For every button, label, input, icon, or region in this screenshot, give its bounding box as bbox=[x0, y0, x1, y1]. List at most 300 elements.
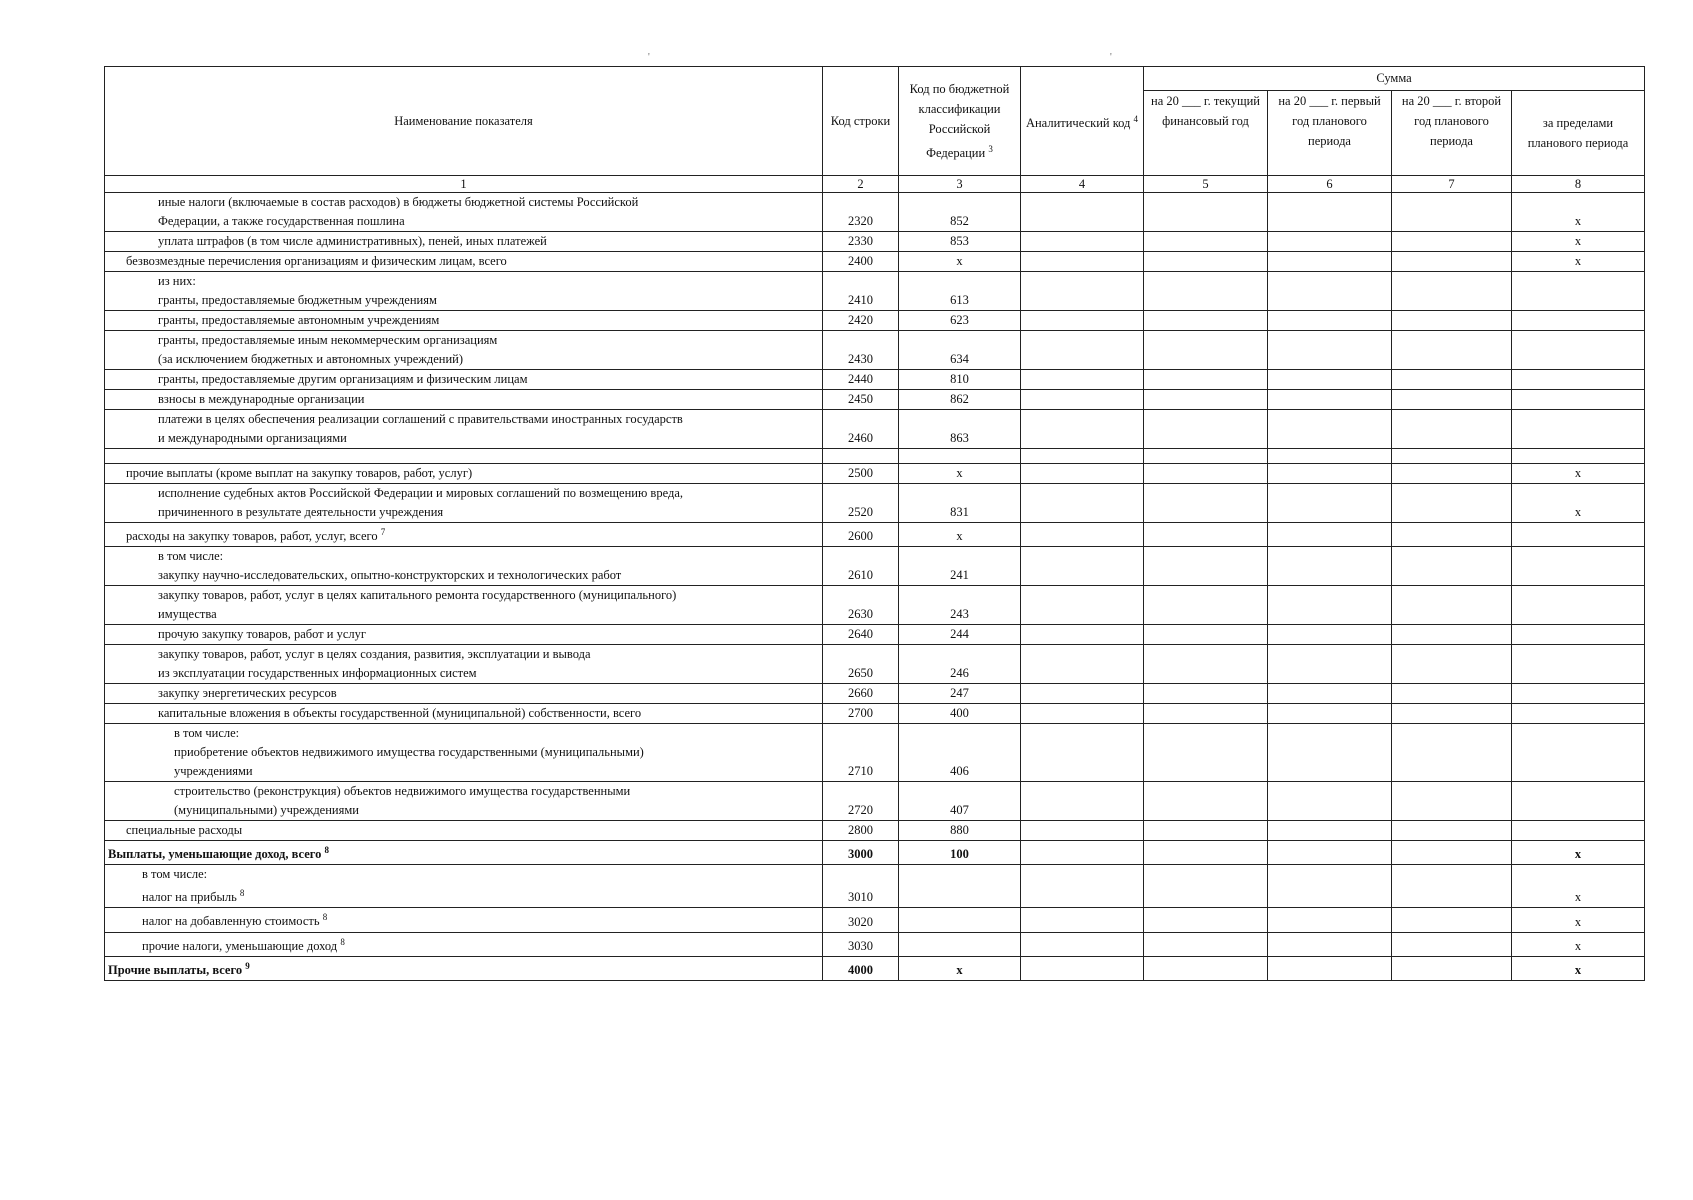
col-num-3: 3 bbox=[899, 176, 1021, 193]
table-row bbox=[105, 410, 1645, 449]
row-sum-second-plan-year bbox=[1392, 586, 1512, 625]
row-sum-second-plan-year bbox=[1392, 311, 1512, 331]
row-sum-beyond-plan bbox=[1512, 390, 1645, 410]
row-name bbox=[105, 449, 823, 464]
header-sum: Сумма bbox=[1144, 67, 1645, 91]
table-row bbox=[105, 232, 1645, 252]
row-analytic-code bbox=[1021, 331, 1144, 370]
row-sum-second-plan-year bbox=[1392, 331, 1512, 370]
row-code: 2610 bbox=[823, 547, 899, 586]
row-analytic-code bbox=[1021, 484, 1144, 523]
row-code: 2330 bbox=[823, 232, 899, 252]
row-analytic-code bbox=[1021, 232, 1144, 252]
row-code: 2430 bbox=[823, 331, 899, 370]
row-name-text: расходы на закупку товаров, работ, услуг, всего bbox=[126, 529, 378, 544]
row-code bbox=[823, 449, 899, 464]
row-sum-first-plan-year bbox=[1268, 390, 1392, 410]
table-row bbox=[105, 586, 1645, 625]
row-code: 2520 bbox=[823, 484, 899, 523]
row-name bbox=[105, 932, 823, 956]
row-sum-current-year bbox=[1144, 331, 1268, 370]
row-sum-beyond-plan: x bbox=[1512, 484, 1645, 523]
row-code: 2320 bbox=[823, 193, 899, 232]
row-sum-first-plan-year bbox=[1268, 523, 1392, 547]
row-name bbox=[105, 390, 823, 410]
row-sum-current-year bbox=[1144, 232, 1268, 252]
row-analytic-code bbox=[1021, 625, 1144, 645]
row-sum-current-year bbox=[1144, 311, 1268, 331]
row-kbk: 613 bbox=[899, 272, 1021, 311]
row-sum-current-year bbox=[1144, 410, 1268, 449]
table-row bbox=[105, 449, 1645, 464]
row-sum-first-plan-year bbox=[1268, 484, 1392, 523]
row-sum-beyond-plan bbox=[1512, 684, 1645, 704]
row-name bbox=[105, 547, 823, 586]
row-sum-current-year bbox=[1144, 956, 1268, 980]
row-sum-second-plan-year bbox=[1392, 865, 1512, 908]
row-sum-current-year bbox=[1144, 865, 1268, 908]
row-code: 2660 bbox=[823, 684, 899, 704]
table-row bbox=[105, 645, 1645, 684]
row-code: 2700 bbox=[823, 704, 899, 724]
payments-table bbox=[104, 66, 1645, 981]
row-sum-beyond-plan bbox=[1512, 311, 1645, 331]
row-analytic-code bbox=[1021, 523, 1144, 547]
row-kbk: 880 bbox=[899, 821, 1021, 841]
row-sum-beyond-plan: x bbox=[1512, 932, 1645, 956]
row-name bbox=[105, 625, 823, 645]
col-num-1: 1 bbox=[105, 176, 823, 193]
row-analytic-code bbox=[1021, 272, 1144, 311]
row-analytic-code bbox=[1021, 547, 1144, 586]
row-name-text: гранты, предоставляемые иным некоммерческим организациям (за исключением бюджетных и автономных учреждений) bbox=[158, 333, 498, 366]
row-code: 4000 bbox=[823, 956, 899, 980]
row-sum-beyond-plan: x bbox=[1512, 956, 1645, 980]
row-analytic-code bbox=[1021, 645, 1144, 684]
row-name-text: налог на добавленную стоимость bbox=[142, 914, 320, 929]
table-header bbox=[105, 67, 1645, 193]
table-body bbox=[105, 193, 1645, 981]
footnote-mark: 8 bbox=[239, 888, 245, 899]
row-name bbox=[105, 311, 823, 331]
table-row bbox=[105, 704, 1645, 724]
row-sum-beyond-plan bbox=[1512, 272, 1645, 311]
row-kbk: 243 bbox=[899, 586, 1021, 625]
row-name-text: закупку энергетических ресурсов bbox=[158, 686, 337, 701]
row-name bbox=[105, 865, 823, 908]
row-sum-first-plan-year bbox=[1268, 841, 1392, 865]
row-sum-first-plan-year bbox=[1268, 449, 1392, 464]
row-sum-beyond-plan: x bbox=[1512, 193, 1645, 232]
row-analytic-code bbox=[1021, 311, 1144, 331]
row-sum-first-plan-year bbox=[1268, 908, 1392, 932]
row-sum-first-plan-year bbox=[1268, 956, 1392, 980]
row-analytic-code bbox=[1021, 908, 1144, 932]
row-sum-current-year bbox=[1144, 645, 1268, 684]
row-analytic-code bbox=[1021, 724, 1144, 782]
header-col7: на 20 ___ г. второй год планового периода bbox=[1392, 90, 1512, 175]
row-code: 2420 bbox=[823, 311, 899, 331]
row-sum-current-year bbox=[1144, 370, 1268, 390]
row-name-text: исполнение судебных актов Российской Федерации и мировых соглашений по возмещению вреда, причиненного в результате деятельности учреждения bbox=[158, 486, 683, 519]
col-num-4: 4 bbox=[1021, 176, 1144, 193]
row-name-text: уплата штрафов (в том числе административных), пеней, иных платежей bbox=[158, 234, 547, 248]
row-sum-second-plan-year bbox=[1392, 390, 1512, 410]
table-row bbox=[105, 464, 1645, 484]
row-code: 2450 bbox=[823, 390, 899, 410]
row-analytic-code bbox=[1021, 684, 1144, 704]
row-name bbox=[105, 586, 823, 625]
row-sum-current-year bbox=[1144, 464, 1268, 484]
footnote-mark: 7 bbox=[380, 527, 386, 537]
row-name bbox=[105, 645, 823, 684]
row-kbk: 862 bbox=[899, 390, 1021, 410]
col-num-6: 6 bbox=[1268, 176, 1392, 193]
row-sum-current-year bbox=[1144, 625, 1268, 645]
row-code: 2410 bbox=[823, 272, 899, 311]
row-name bbox=[105, 821, 823, 841]
row-name bbox=[105, 272, 823, 311]
row-sum-first-plan-year bbox=[1268, 821, 1392, 841]
row-sum-second-plan-year bbox=[1392, 684, 1512, 704]
table-row bbox=[105, 932, 1645, 956]
table-row bbox=[105, 821, 1645, 841]
row-sum-current-year bbox=[1144, 449, 1268, 464]
row-sum-second-plan-year bbox=[1392, 704, 1512, 724]
row-name-text: закупку товаров, работ, услуг в целях капитального ремонта государственного (муниципального) имущества bbox=[158, 588, 677, 622]
row-sum-beyond-plan bbox=[1512, 821, 1645, 841]
row-sum-second-plan-year bbox=[1392, 193, 1512, 232]
row-name-text: гранты, предоставляемые автономным учреждениям bbox=[158, 313, 440, 327]
row-name-text: Выплаты, уменьшающие доход, всего bbox=[108, 847, 322, 862]
row-name-text: в том числе: приобретение объектов недвижимого имущества государственными (муниципальными) учреждениями bbox=[174, 726, 644, 779]
row-code: 3010 bbox=[823, 865, 899, 908]
row-kbk: 810 bbox=[899, 370, 1021, 390]
row-sum-current-year bbox=[1144, 272, 1268, 311]
row-kbk: 852 bbox=[899, 193, 1021, 232]
footnote-mark: 9 bbox=[245, 960, 250, 971]
row-sum-second-plan-year bbox=[1392, 908, 1512, 932]
table-row bbox=[105, 331, 1645, 370]
row-sum-beyond-plan bbox=[1512, 523, 1645, 547]
row-name bbox=[105, 484, 823, 523]
table-row bbox=[105, 547, 1645, 586]
row-sum-beyond-plan: x bbox=[1512, 252, 1645, 272]
footnote-mark: 8 bbox=[340, 936, 345, 947]
row-kbk: 863 bbox=[899, 410, 1021, 449]
table-row bbox=[105, 625, 1645, 645]
row-sum-beyond-plan bbox=[1512, 370, 1645, 390]
row-sum-second-plan-year bbox=[1392, 232, 1512, 252]
row-sum-first-plan-year bbox=[1268, 782, 1392, 821]
row-analytic-code bbox=[1021, 956, 1144, 980]
row-kbk: 853 bbox=[899, 232, 1021, 252]
row-analytic-code bbox=[1021, 252, 1144, 272]
row-kbk: 406 bbox=[899, 724, 1021, 782]
row-sum-first-plan-year bbox=[1268, 331, 1392, 370]
row-sum-beyond-plan: x bbox=[1512, 908, 1645, 932]
row-sum-first-plan-year bbox=[1268, 410, 1392, 449]
table-row bbox=[105, 311, 1645, 331]
row-sum-current-year bbox=[1144, 484, 1268, 523]
row-name-text: взносы в международные организации bbox=[158, 392, 365, 406]
row-name bbox=[105, 684, 823, 704]
row-kbk: 831 bbox=[899, 484, 1021, 523]
row-sum-beyond-plan bbox=[1512, 704, 1645, 724]
row-sum-beyond-plan bbox=[1512, 586, 1645, 625]
row-sum-second-plan-year bbox=[1392, 484, 1512, 523]
row-name bbox=[105, 782, 823, 821]
row-sum-second-plan-year bbox=[1392, 523, 1512, 547]
row-analytic-code bbox=[1021, 932, 1144, 956]
row-analytic-code bbox=[1021, 704, 1144, 724]
row-kbk bbox=[899, 932, 1021, 956]
row-analytic-code bbox=[1021, 586, 1144, 625]
row-sum-second-plan-year bbox=[1392, 464, 1512, 484]
row-analytic-code bbox=[1021, 410, 1144, 449]
row-code: 2650 bbox=[823, 645, 899, 684]
row-kbk: x bbox=[899, 464, 1021, 484]
footnote-mark: 8 bbox=[324, 845, 330, 856]
row-sum-second-plan-year bbox=[1392, 645, 1512, 684]
row-name-text: безвозмездные перечисления организациям и физическим лицам, всего bbox=[126, 254, 507, 268]
row-sum-second-plan-year bbox=[1392, 841, 1512, 865]
row-sum-second-plan-year bbox=[1392, 625, 1512, 645]
row-sum-second-plan-year bbox=[1392, 449, 1512, 464]
row-kbk: x bbox=[899, 956, 1021, 980]
row-kbk: x bbox=[899, 523, 1021, 547]
table-row bbox=[105, 523, 1645, 547]
row-kbk: x bbox=[899, 252, 1021, 272]
row-sum-second-plan-year bbox=[1392, 932, 1512, 956]
header-col6: на 20 ___ г. первый год планового периода bbox=[1268, 90, 1392, 175]
header-col8: за пределами планового периода bbox=[1512, 90, 1645, 175]
table-row bbox=[105, 252, 1645, 272]
row-sum-current-year bbox=[1144, 586, 1268, 625]
row-sum-current-year bbox=[1144, 547, 1268, 586]
row-name bbox=[105, 523, 823, 547]
table-row bbox=[105, 841, 1645, 865]
row-code: 2630 bbox=[823, 586, 899, 625]
row-analytic-code bbox=[1021, 464, 1144, 484]
row-name-text: в том числе: налог на прибыль bbox=[142, 867, 237, 905]
row-sum-beyond-plan bbox=[1512, 645, 1645, 684]
table-row bbox=[105, 865, 1645, 908]
row-kbk: 244 bbox=[899, 625, 1021, 645]
row-sum-current-year bbox=[1144, 908, 1268, 932]
header-kbk: Код по бюджетной классификации Российской Федерации $^3$ bbox=[899, 67, 1021, 176]
row-sum-second-plan-year bbox=[1392, 724, 1512, 782]
row-sum-current-year bbox=[1144, 932, 1268, 956]
row-sum-current-year bbox=[1144, 782, 1268, 821]
row-name-text: платежи в целях обеспечения реализации соглашений с правительствами иностранных государств и международными организациями bbox=[158, 412, 683, 445]
row-sum-beyond-plan bbox=[1512, 410, 1645, 449]
row-name-text: иные налоги (включаемые в состав расходов) в бюджеты бюджетной системы Российской Федерации, а также государственная пошлина bbox=[158, 195, 639, 228]
row-name bbox=[105, 908, 823, 932]
row-kbk: 100 bbox=[899, 841, 1021, 865]
row-name-text: из них: гранты, предоставляемые бюджетным учреждениям bbox=[158, 274, 437, 307]
table-row bbox=[105, 370, 1645, 390]
row-sum-beyond-plan bbox=[1512, 547, 1645, 586]
table-row bbox=[105, 272, 1645, 311]
row-sum-beyond-plan: x bbox=[1512, 865, 1645, 908]
header-kbk-footnote: 3 bbox=[988, 143, 993, 154]
row-code: 2400 bbox=[823, 252, 899, 272]
row-sum-first-plan-year bbox=[1268, 252, 1392, 272]
row-code: 2720 bbox=[823, 782, 899, 821]
row-sum-first-plan-year bbox=[1268, 547, 1392, 586]
row-code: 2800 bbox=[823, 821, 899, 841]
row-code: 3030 bbox=[823, 932, 899, 956]
row-sum-first-plan-year bbox=[1268, 311, 1392, 331]
row-sum-current-year bbox=[1144, 390, 1268, 410]
table-row bbox=[105, 390, 1645, 410]
row-sum-first-plan-year bbox=[1268, 932, 1392, 956]
scan-mark: ' bbox=[1110, 52, 1112, 63]
row-sum-current-year bbox=[1144, 821, 1268, 841]
row-sum-second-plan-year bbox=[1392, 782, 1512, 821]
row-code: 2500 bbox=[823, 464, 899, 484]
row-name-text: строительство (реконструкция) объектов недвижимого имущества государственными (муниципальными) учреждениями bbox=[174, 784, 631, 818]
col-num-2: 2 bbox=[823, 176, 899, 193]
table-row bbox=[105, 684, 1645, 704]
row-sum-first-plan-year bbox=[1268, 193, 1392, 232]
row-sum-beyond-plan bbox=[1512, 724, 1645, 782]
row-name bbox=[105, 331, 823, 370]
row-name-text: прочую закупку товаров, работ и услуг bbox=[158, 627, 367, 642]
row-name bbox=[105, 704, 823, 724]
row-sum-first-plan-year bbox=[1268, 724, 1392, 782]
table-row bbox=[105, 956, 1645, 980]
row-sum-current-year bbox=[1144, 841, 1268, 865]
header-col5: на 20 ___ г. текущий финансовый год bbox=[1144, 90, 1268, 175]
row-sum-second-plan-year bbox=[1392, 821, 1512, 841]
row-sum-first-plan-year bbox=[1268, 625, 1392, 645]
row-sum-beyond-plan bbox=[1512, 625, 1645, 645]
row-name bbox=[105, 370, 823, 390]
row-code: 3020 bbox=[823, 908, 899, 932]
header-column-numbers bbox=[105, 176, 1645, 193]
row-sum-first-plan-year bbox=[1268, 704, 1392, 724]
row-code: 2600 bbox=[823, 523, 899, 547]
row-code: 2710 bbox=[823, 724, 899, 782]
col-num-5: 5 bbox=[1144, 176, 1268, 193]
col-num-8: 8 bbox=[1512, 176, 1645, 193]
row-name bbox=[105, 464, 823, 484]
table-row bbox=[105, 724, 1645, 782]
row-sum-second-plan-year bbox=[1392, 272, 1512, 311]
header-code-row: Код строки bbox=[823, 67, 899, 176]
row-kbk bbox=[899, 908, 1021, 932]
row-analytic-code bbox=[1021, 865, 1144, 908]
row-code: 3000 bbox=[823, 841, 899, 865]
row-kbk bbox=[899, 449, 1021, 464]
row-sum-second-plan-year bbox=[1392, 410, 1512, 449]
row-sum-first-plan-year bbox=[1268, 232, 1392, 252]
row-kbk: 247 bbox=[899, 684, 1021, 704]
row-kbk: 241 bbox=[899, 547, 1021, 586]
row-sum-first-plan-year bbox=[1268, 865, 1392, 908]
row-sum-beyond-plan: x bbox=[1512, 232, 1645, 252]
report-table-container bbox=[104, 66, 1644, 981]
row-sum-beyond-plan bbox=[1512, 331, 1645, 370]
row-sum-first-plan-year bbox=[1268, 370, 1392, 390]
row-analytic-code bbox=[1021, 841, 1144, 865]
row-sum-first-plan-year bbox=[1268, 586, 1392, 625]
row-sum-first-plan-year bbox=[1268, 464, 1392, 484]
row-kbk: 246 bbox=[899, 645, 1021, 684]
row-kbk: 407 bbox=[899, 782, 1021, 821]
row-name-text: в том числе: закупку научно-исследовательских, опытно-конструкторских и технологических работ bbox=[158, 549, 622, 583]
row-name bbox=[105, 232, 823, 252]
row-analytic-code bbox=[1021, 449, 1144, 464]
row-sum-second-plan-year bbox=[1392, 370, 1512, 390]
row-kbk bbox=[899, 865, 1021, 908]
row-sum-current-year bbox=[1144, 724, 1268, 782]
row-sum-second-plan-year bbox=[1392, 547, 1512, 586]
row-analytic-code bbox=[1021, 370, 1144, 390]
row-name-text: специальные расходы bbox=[126, 823, 243, 838]
row-sum-current-year bbox=[1144, 684, 1268, 704]
row-name bbox=[105, 724, 823, 782]
row-sum-first-plan-year bbox=[1268, 645, 1392, 684]
row-name-text: закупку товаров, работ, услуг в целях создания, развития, эксплуатации и вывода из эксплуатации государственных информационных систем bbox=[158, 647, 591, 681]
row-name-text: гранты, предоставляемые другим организациям и физическим лицам bbox=[158, 372, 528, 386]
row-code: 2440 bbox=[823, 370, 899, 390]
row-name-text: Прочие выплаты, всего bbox=[108, 962, 243, 977]
row-kbk: 623 bbox=[899, 311, 1021, 331]
row-sum-first-plan-year bbox=[1268, 684, 1392, 704]
row-code: 2640 bbox=[823, 625, 899, 645]
row-sum-first-plan-year bbox=[1268, 272, 1392, 311]
row-sum-second-plan-year bbox=[1392, 252, 1512, 272]
row-kbk: 634 bbox=[899, 331, 1021, 370]
table-row bbox=[105, 193, 1645, 232]
row-code: 2460 bbox=[823, 410, 899, 449]
row-sum-current-year bbox=[1144, 523, 1268, 547]
row-name-text: капитальные вложения в объекты государственной (муниципальной) собственности, всего bbox=[158, 706, 642, 721]
row-sum-beyond-plan: x bbox=[1512, 464, 1645, 484]
row-name-text: прочие выплаты (кроме выплат на закупку товаров, работ, услуг) bbox=[126, 466, 473, 480]
row-analytic-code bbox=[1021, 390, 1144, 410]
row-name bbox=[105, 410, 823, 449]
row-sum-current-year bbox=[1144, 252, 1268, 272]
table-row bbox=[105, 782, 1645, 821]
row-sum-current-year bbox=[1144, 704, 1268, 724]
row-name bbox=[105, 193, 823, 232]
row-sum-beyond-plan: x bbox=[1512, 841, 1645, 865]
row-sum-beyond-plan bbox=[1512, 782, 1645, 821]
table-row bbox=[105, 484, 1645, 523]
row-name bbox=[105, 841, 823, 865]
row-analytic-code bbox=[1021, 193, 1144, 232]
footnote-mark: 8 bbox=[322, 912, 328, 923]
col-num-7: 7 bbox=[1392, 176, 1512, 193]
row-name bbox=[105, 252, 823, 272]
scan-mark: ' bbox=[648, 52, 650, 63]
header-name: Наименование показателя bbox=[105, 67, 823, 176]
table-row bbox=[105, 908, 1645, 932]
row-sum-current-year bbox=[1144, 193, 1268, 232]
row-sum-second-plan-year bbox=[1392, 956, 1512, 980]
row-kbk: 400 bbox=[899, 704, 1021, 724]
header-analytic-footnote: 4 bbox=[1133, 113, 1139, 124]
row-name bbox=[105, 956, 823, 980]
row-name-text: прочие налоги, уменьшающие доход bbox=[142, 938, 338, 953]
row-analytic-code bbox=[1021, 821, 1144, 841]
header-analytic: Аналитический код $^4$ bbox=[1021, 67, 1144, 176]
row-sum-beyond-plan bbox=[1512, 449, 1645, 464]
